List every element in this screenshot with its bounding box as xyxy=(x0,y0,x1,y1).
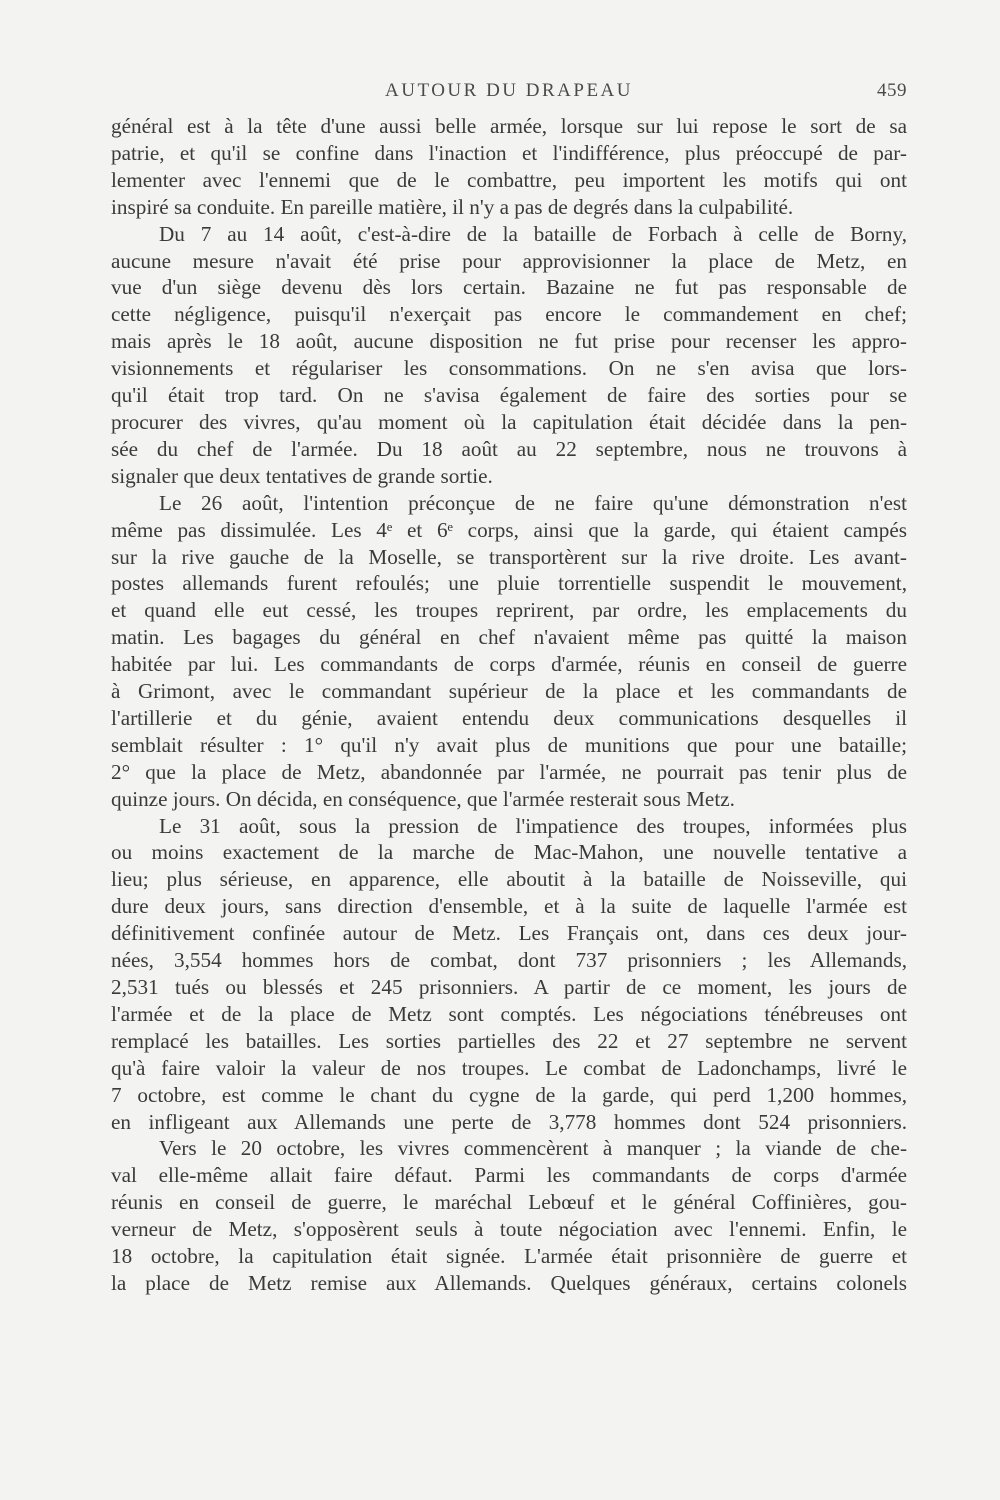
text-line: même pas dissimulée. Les 4ᵉ et 6ᵉ corps, ainsi que la garde, qui étaient campés xyxy=(111,517,907,542)
text-line: signaler que deux tentatives de grande sortie. xyxy=(111,463,493,488)
text-line: l'armée et de la place de Metz sont comptés. Les négociations ténébreuses ont xyxy=(111,1001,907,1026)
text-line: patrie, et qu'il se confine dans l'inaction et l'indifférence, plus préoccupé de par- xyxy=(111,140,907,165)
text-line: aucune mesure n'avait été prise pour approvisionner la place de Metz, en xyxy=(111,248,907,273)
text-line: val elle-même allait faire défaut. Parmi les commandants de corps d'armée xyxy=(111,1163,907,1188)
text-line: 2,531 tués ou blessés et 245 prisonniers. A partir de ce moment, les jours de xyxy=(111,975,907,999)
text-line: à Grimont, avec le commandant supérieur de la place et les commandants de xyxy=(111,679,907,704)
text-line: verneur de Metz, s'opposèrent seuls à toute négociation avec l'ennemi. Enfin, le xyxy=(111,1217,907,1242)
text-line: définitivement confinée autour de Metz. Les Français ont, dans ces deux jour- xyxy=(111,921,907,946)
text-line: visionnements et régulariser les consommations. On ne s'en avisa que lors- xyxy=(111,356,907,381)
text-line: sur la rive gauche de la Moselle, se transportèrent sur la rive droite. Les avant- xyxy=(111,544,907,569)
text-line: nées, 3,554 hommes hors de combat, dont 737 prisonniers ; les Allemands, xyxy=(111,948,907,973)
text-line: réunis en conseil de guerre, le maréchal Lebœuf et le général Coffinières, gou- xyxy=(111,1190,907,1215)
text-line: 18 octobre, la capitulation était signée. L'armée était prisonnière de guerre et xyxy=(111,1244,907,1269)
text-line: cette négligence, puisqu'il n'exerçait pas encore le commandement en chef; xyxy=(111,302,907,327)
text-line: général est à la tête d'une aussi belle armée, lorsque sur lui repose le sort de sa xyxy=(111,114,907,138)
text-line: 2° que la place de Metz, abandonnée par l'armée, ne pourrait pas tenir plus de xyxy=(111,759,907,784)
text-line: la place de Metz remise aux Allemands. Quelques généraux, certains colonels xyxy=(111,1270,907,1295)
text-line: quinze jours. On décida, en conséquence, que l'armée resterait sous Metz. xyxy=(111,786,735,811)
text-line: et quand elle eut cessé, les troupes reprirent, par ordre, les emplacements du xyxy=(111,598,907,623)
text-line: matin. Les bagages du général en chef n'avaient même pas quitté la maison xyxy=(111,625,907,650)
text-line: dure deux jours, sans direction d'ensemble, et à la suite de laquelle l'armée est xyxy=(111,894,907,919)
text-line: 7 octobre, est comme le chant du cygne de la garde, qui perd 1,200 hommes, xyxy=(111,1082,907,1107)
text-line: Le 26 août, l'intention préconçue de ne faire qu'une démonstration n'est xyxy=(159,490,907,515)
text-line: procurer des vivres, qu'au moment où la capitulation était décidée dans la pen- xyxy=(111,409,907,434)
text-line: vue d'un siège devenu dès lors certain. Bazaine ne fut pas responsable de xyxy=(111,275,907,300)
page-number: 459 xyxy=(877,80,907,101)
text-line: lieu; plus sérieuse, en apparence, elle aboutit à la bataille de Noisseville, qui xyxy=(111,867,907,892)
running-head xyxy=(111,80,907,104)
text-line: Du 7 au 14 août, c'est-à-dire de la bataille de Forbach à celle de Borny, xyxy=(159,221,907,246)
text-line: inspiré sa conduite. En pareille matière, il n'y a pas de degrés dans la culpabilité. xyxy=(111,194,794,219)
text-line: habitée par lui. Les commandants de corps d'armée, réunis en conseil de guerre xyxy=(111,652,907,677)
text-line: Vers le 20 octobre, les vivres commencèrent à manquer ; la viande de che- xyxy=(159,1136,907,1161)
text-line: mais après le 18 août, aucune disposition ne fut prise pour recenser les appro- xyxy=(111,329,907,354)
text-line: l'artillerie et du génie, avaient entendu deux communications desquelles il xyxy=(111,705,907,730)
text-line: postes allemands furent refoulés; une pluie torrentielle suspendit le mouvement, xyxy=(111,571,907,596)
text-line: qu'il était trop tard. On ne s'avisa également de faire des sorties pour se xyxy=(111,383,907,408)
body-text xyxy=(111,113,907,1297)
text-line: qu'à faire valoir la valeur de nos troupes. Le combat de Ladonchamps, livré le xyxy=(111,1055,907,1080)
text-line: remplacé les batailles. Les sorties partielles des 22 et 27 septembre ne servent xyxy=(111,1028,907,1053)
text-line: lementer avec l'ennemi que de le combattre, peu importent les motifs qui ont xyxy=(111,167,907,192)
running-title: AUTOUR DU DRAPEAU xyxy=(385,80,633,101)
text-line: sée du chef de l'armée. Du 18 août au 22 septembre, nous ne trouvons à xyxy=(111,436,907,461)
text-line: semblait résulter : 1° qu'il n'y avait plus de munitions que pour une bataille; xyxy=(111,732,907,757)
text-line: ou moins exactement de la marche de Mac-Mahon, une nouvelle tentative a xyxy=(111,840,907,865)
text-line: Le 31 août, sous la pression de l'impatience des troupes, informées plus xyxy=(159,813,907,838)
text-line: en infligeant aux Allemands une perte de 3,778 hommes dont 524 prisonniers. xyxy=(111,1109,907,1134)
